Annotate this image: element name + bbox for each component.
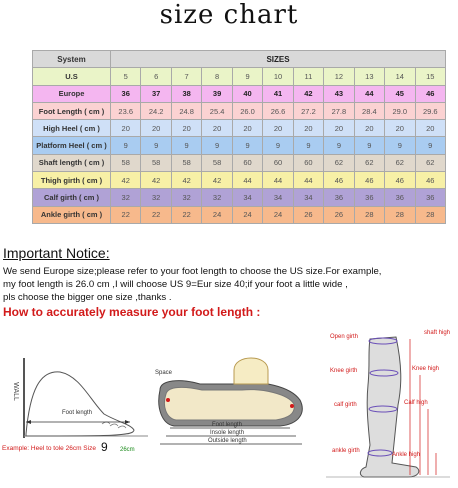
table-cell: 36 [111, 85, 141, 102]
table-row-thigh [33, 172, 446, 189]
table-cell: 27.2 [293, 102, 323, 119]
row-label: High Heel ( cm ) [33, 120, 111, 137]
table-cell: 32 [202, 189, 232, 206]
table-cell: 62 [385, 154, 415, 171]
table-cell: 9 [202, 137, 232, 154]
table-cell: 26 [324, 206, 354, 223]
table-cell: 62 [354, 154, 384, 171]
header-sizes: SIZES [111, 51, 446, 68]
table-cell: 60 [263, 154, 293, 171]
row-label: Calf girth ( cm ) [33, 189, 111, 206]
table-cell: 9 [293, 137, 323, 154]
table-cell: 9 [171, 137, 201, 154]
table-cell: 20 [141, 120, 171, 137]
table-cell: 44 [354, 85, 384, 102]
table-cell: 29.0 [385, 102, 415, 119]
table-cell: 58 [202, 154, 232, 171]
table-cell: 42 [141, 172, 171, 189]
table-row-shaft [33, 154, 446, 171]
table-row-eu [33, 85, 446, 102]
shaft-high-label: shaft high [424, 330, 451, 336]
row-label: U.S [33, 68, 111, 85]
table-header-row [33, 51, 446, 68]
table-cell: 37 [141, 85, 171, 102]
table-cell: 22 [171, 206, 201, 223]
notice-line-1: We send Europe size;please refer to your foot length to choose the US size.For example, [3, 266, 382, 277]
table-cell: 62 [324, 154, 354, 171]
size-table [32, 50, 446, 224]
table-cell: 46 [415, 85, 445, 102]
table-cell: 36 [385, 189, 415, 206]
table-cell: 43 [324, 85, 354, 102]
row-label: Platform Heel ( cm ) [33, 137, 111, 154]
table-cell: 27.8 [324, 102, 354, 119]
table-cell: 42 [202, 172, 232, 189]
table-cell: 20 [293, 120, 323, 137]
table-cell: 42 [111, 172, 141, 189]
outside-length-label: Outside length [208, 438, 247, 444]
table-cell: 60 [232, 154, 262, 171]
table-cell: 26.0 [232, 102, 262, 119]
table-cell: 36 [415, 189, 445, 206]
table-cell: 36 [324, 189, 354, 206]
table-cell: 32 [111, 189, 141, 206]
table-cell: 39 [202, 85, 232, 102]
table-cell: 38 [171, 85, 201, 102]
table-cell: 58 [141, 154, 171, 171]
table-cell: 32 [171, 189, 201, 206]
example-size: 9 [101, 440, 108, 454]
table-cell: 20 [415, 120, 445, 137]
table-cell: 20 [263, 120, 293, 137]
notice-line-2: my foot length is 26.0 cm ,I will choose US 9=Eur size 40;if your foot a little wide , [3, 279, 348, 290]
table-row-ankle [33, 206, 446, 223]
table-cell: 60 [293, 154, 323, 171]
header-system: System [33, 51, 111, 68]
table-cell: 32 [141, 189, 171, 206]
ankle-high-label: Ankle high [392, 452, 421, 458]
insole-length-label: Insole length [210, 430, 245, 436]
table-cell: 20 [324, 120, 354, 137]
table-cell: 25.4 [202, 102, 232, 119]
table-cell: 29.6 [415, 102, 445, 119]
calf-high-label: Calf high [404, 400, 428, 406]
table-cell: 34 [263, 189, 293, 206]
table-cell: 24 [263, 206, 293, 223]
table-cell: 20 [171, 120, 201, 137]
table-cell: 9 [324, 137, 354, 154]
table-cell: 58 [171, 154, 201, 171]
foot-length-label: Foot length [62, 410, 93, 416]
calf-girth-label: calf girth [334, 402, 357, 408]
table-cell: 45 [385, 85, 415, 102]
table-cell: 20 [232, 120, 262, 137]
table-cell: 22 [111, 206, 141, 223]
table-cell: 20 [111, 120, 141, 137]
table-cell: 46 [415, 172, 445, 189]
table-row-plat [33, 137, 446, 154]
open-girth-label: Open girth [330, 334, 359, 340]
notice-text [3, 265, 455, 304]
table-cell: 34 [293, 189, 323, 206]
table-cell: 34 [232, 189, 262, 206]
table-cell: 28 [415, 206, 445, 223]
table-cell: 9 [385, 137, 415, 154]
table-cell: 13 [354, 68, 384, 85]
wall-label: WALL [11, 382, 19, 401]
table-cell: 9 [354, 137, 384, 154]
notice-heading: Important Notice: [3, 245, 110, 261]
table-cell: 14 [385, 68, 415, 85]
table-cell: 8 [202, 68, 232, 85]
example-label: Example: Heel to tole 26cm Size [2, 445, 96, 452]
table-cell: 5 [111, 68, 141, 85]
table-cell: 24 [202, 206, 232, 223]
table-cell: 26 [293, 206, 323, 223]
table-cell: 11 [293, 68, 323, 85]
table-cell: 44 [293, 172, 323, 189]
table-cell: 7 [171, 68, 201, 85]
table-cell: 44 [263, 172, 293, 189]
notice-line-3: pls choose the bigger one size ,thanks . [3, 292, 172, 303]
table-cell: 20 [354, 120, 384, 137]
table-cell: 9 [263, 137, 293, 154]
table-cell: 42 [293, 85, 323, 102]
table-cell: 24.8 [171, 102, 201, 119]
table-row-us [33, 68, 446, 85]
knee-girth-label: Knee girth [330, 368, 358, 374]
table-cell: 28 [354, 206, 384, 223]
table-cell: 23.6 [111, 102, 141, 119]
table-cell: 28.4 [354, 102, 384, 119]
table-cell: 44 [232, 172, 262, 189]
table-cell: 46 [354, 172, 384, 189]
table-row-foot [33, 102, 446, 119]
table-cell: 62 [415, 154, 445, 171]
table-cell: 26.6 [263, 102, 293, 119]
row-label: Europe [33, 85, 111, 102]
table-cell: 10 [263, 68, 293, 85]
table-cell: 42 [171, 172, 201, 189]
how-to-heading: How to accurately measure your foot length : [3, 305, 261, 319]
table-cell: 22 [141, 206, 171, 223]
row-label: Thigh girth ( cm ) [33, 172, 111, 189]
shoe-foot-length-label: Foot length [212, 422, 243, 428]
table-cell: 12 [324, 68, 354, 85]
table-cell: 41 [263, 85, 293, 102]
table-cell: 58 [111, 154, 141, 171]
row-label: Foot Length ( cm ) [33, 102, 111, 119]
table-cell: 20 [385, 120, 415, 137]
table-cell: 36 [354, 189, 384, 206]
row-label: Shaft length ( cm ) [33, 154, 111, 171]
page-title: size chart [159, 0, 299, 30]
table-cell: 28 [385, 206, 415, 223]
table-cell: 46 [385, 172, 415, 189]
ankle-girth-label: ankle girth [332, 448, 360, 454]
table-cell: 9 [232, 137, 262, 154]
table-cell: 9 [141, 137, 171, 154]
table-row-heel [33, 120, 446, 137]
table-cell: 46 [324, 172, 354, 189]
example-cm: 26cm [120, 447, 135, 453]
table-row-calf [33, 189, 446, 206]
table-cell: 20 [202, 120, 232, 137]
table-cell: 9 [415, 137, 445, 154]
space-label: Space [155, 370, 173, 376]
table-cell: 40 [232, 85, 262, 102]
row-label: Ankle girth ( cm ) [33, 206, 111, 223]
table-cell: 6 [141, 68, 171, 85]
table-cell: 9 [232, 68, 262, 85]
table-cell: 15 [415, 68, 445, 85]
foot-wall-diagram [0, 350, 150, 460]
table-cell: 24.2 [141, 102, 171, 119]
table-cell: 9 [111, 137, 141, 154]
table-cell: 24 [232, 206, 262, 223]
knee-high-label: Knee high [412, 366, 440, 372]
